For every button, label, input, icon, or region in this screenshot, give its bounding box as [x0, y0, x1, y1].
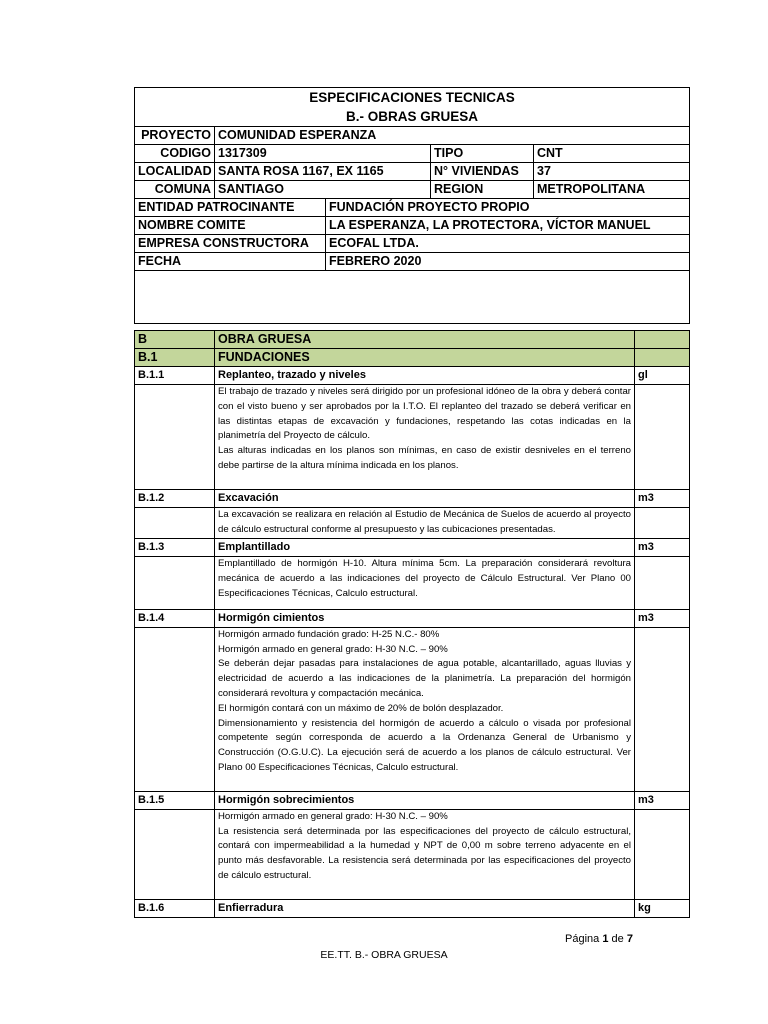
- fecha-label: FECHA: [135, 253, 326, 271]
- description-paragraph: Hormigón armado en general grado: H-30 N.C. – 90%: [218, 810, 448, 822]
- item-code: B.1.6: [135, 899, 215, 917]
- entidad-value: FUNDACIÓN PROYECTO PROPIO: [326, 199, 690, 217]
- description-paragraph: El hormigón contará con un máximo de 20% de bolón desplazador.: [218, 702, 504, 714]
- item-code: B.1.3: [135, 539, 215, 557]
- section-b-unit: [635, 331, 690, 349]
- item-header-row: [135, 791, 690, 809]
- empresa-value: ECOFAL LTDA.: [326, 235, 690, 253]
- item-unit: m3: [635, 539, 690, 557]
- description-paragraph: La excavación se realizara en relación al Estudio de Mecánica de Suelos de acuerdo al proyecto de cálculo estructural conforme al presupuesto y las cubicaciones presentadas.: [218, 508, 631, 535]
- fecha-value: FEBRERO 2020: [326, 253, 690, 271]
- item-header-row: [135, 367, 690, 385]
- localidad-label: LOCALIDAD: [135, 163, 215, 181]
- codigo-value: 1317309: [215, 145, 431, 163]
- item-header-row: [135, 489, 690, 507]
- localidad-value: SANTA ROSA 1167, EX 1165: [215, 163, 431, 181]
- comuna-value: SANTIAGO: [215, 181, 431, 199]
- viviendas-label: N° VIVIENDAS: [431, 163, 534, 181]
- description-unit-cell: [635, 809, 690, 899]
- empresa-label: EMPRESA CONSTRUCTORA: [135, 235, 326, 253]
- item-description: [215, 809, 635, 899]
- description-paragraph: Hormigón armado en general grado: H-30 N.C. – 90%: [218, 643, 448, 655]
- item-description: [215, 557, 635, 609]
- description-code-cell: [135, 507, 215, 539]
- item-title: Hormigón sobrecimientos: [215, 791, 635, 809]
- description-paragraph: Hormigón armado fundación grado: H-25 N.C.- 80%: [218, 628, 440, 640]
- description-code-cell: [135, 809, 215, 899]
- item-description-row: [135, 557, 690, 609]
- section-b1-code: B.1: [135, 349, 215, 367]
- item-unit: m3: [635, 609, 690, 627]
- page-number: Página 1 de 7: [565, 933, 633, 945]
- section-b-title: OBRA GRUESA: [215, 331, 635, 349]
- comite-label: NOMBRE COMITE: [135, 217, 326, 235]
- document-subtitle: B.- OBRAS GRUESA: [346, 109, 479, 124]
- proyecto-label: PROYECTO: [135, 127, 215, 145]
- tipo-value: CNT: [534, 145, 690, 163]
- item-title: Emplantillado: [215, 539, 635, 557]
- item-code: B.1.2: [135, 489, 215, 507]
- item-header-row: [135, 609, 690, 627]
- description-paragraph: Se deberán dejar pasadas para instalaciones de agua potable, alcantarillado, aguas lluvias y electricidad de acuerdo a las indicaciones de la planimetría. La preparación del hormigón considerará revoltura y compactación mecánica.: [218, 658, 631, 699]
- description-paragraph: Las alturas indicadas en los planos son mínimas, en caso de existir desniveles en el terreno debe partirse de la altura mínima indicada en los planos.: [218, 445, 631, 471]
- blank-spacer-row: [135, 271, 690, 324]
- viviendas-value: 37: [534, 163, 690, 181]
- tipo-label: TIPO: [431, 145, 534, 163]
- description-unit-cell: [635, 557, 690, 609]
- item-description: [215, 627, 635, 791]
- item-unit: m3: [635, 489, 690, 507]
- entidad-label: ENTIDAD PATROCINANTE: [135, 199, 326, 217]
- item-header-row: [135, 899, 690, 917]
- item-title: Replanteo, trazado y niveles: [215, 367, 635, 385]
- description-paragraph: Emplantillado de hormigón H-10. Altura mínima 5cm. La preparación considerará revoltura mecánica de acuerdo a las indicaciones del proyecto de Cálculo Estructural. Ver Plano 00 Especificaciones Técnicas, Calculo estructural.: [218, 558, 631, 599]
- item-unit: kg: [635, 899, 690, 917]
- specification-table: [134, 330, 690, 918]
- item-title: Excavación: [215, 489, 635, 507]
- item-description: [215, 507, 635, 539]
- description-paragraph: La resistencia será determinada por las especificaciones del proyecto de cálculo estructural, contará con impermeabilidad a la humedad y NPT de 0,00 m sobre terreno adyacente en el punto más desfavorable. La resistencia será determinada por las especificaciones del proyecto de cálculo estructural.: [218, 825, 631, 881]
- description-unit-cell: [635, 507, 690, 539]
- item-description-row: [135, 809, 690, 899]
- region-value: METROPOLITANA: [534, 181, 690, 199]
- item-title: Enfierradura: [215, 899, 635, 917]
- item-description-row: [135, 627, 690, 791]
- description-paragraph: El trabajo de trazado y niveles será dirigido por un profesional idóneo de la obra y deberá contar con el visto bueno y ser aprobados por la I.T.O. El replanteo del trazado se deberá verificar en las distintas etapas de excavación y fundaciones, respetando las cotas indicadas en la planimetría del Proyecto de cálculo.: [218, 386, 631, 442]
- item-unit: gl: [635, 367, 690, 385]
- description-code-cell: [135, 627, 215, 791]
- description-code-cell: [135, 385, 215, 490]
- proyecto-value: COMUNIDAD ESPERANZA: [215, 127, 690, 145]
- item-code: B.1.1: [135, 367, 215, 385]
- description-paragraph: Dimensionamiento y resistencia del hormigón de acuerdo a cálculo o visada por profesional competente según corresponda de acuerdo a la Ordenanza General de Urbanismo y Construcción (O.G.U.C). La ejecución será de acuerdo a los planos de cálculo estructural. Ver Plano 00 Especificaciones Técnicas, Calculo estructural.: [218, 717, 631, 773]
- description-code-cell: [135, 557, 215, 609]
- item-header-row: [135, 539, 690, 557]
- document-title: ESPECIFICACIONES TECNICAS B.- OBRAS GRUESA: [135, 88, 690, 127]
- codigo-label: CODIGO: [135, 145, 215, 163]
- item-title: Hormigón cimientos: [215, 609, 635, 627]
- item-unit: m3: [635, 791, 690, 809]
- description-unit-cell: [635, 385, 690, 490]
- section-b1-title: FUNDACIONES: [215, 349, 635, 367]
- item-description: [215, 385, 635, 490]
- item-description-row: [135, 385, 690, 490]
- section-b-code: B: [135, 331, 215, 349]
- section-b1-unit: [635, 349, 690, 367]
- item-code: B.1.4: [135, 609, 215, 627]
- item-code: B.1.5: [135, 791, 215, 809]
- description-unit-cell: [635, 627, 690, 791]
- footer-document-name: EE.TT. B.- OBRA GRUESA: [320, 949, 448, 961]
- project-header-table: [134, 87, 690, 324]
- comite-value: LA ESPERANZA, LA PROTECTORA, VÍCTOR MANUEL: [326, 217, 690, 235]
- comuna-label: COMUNA: [135, 181, 215, 199]
- region-label: REGION: [431, 181, 534, 199]
- item-description-row: [135, 507, 690, 539]
